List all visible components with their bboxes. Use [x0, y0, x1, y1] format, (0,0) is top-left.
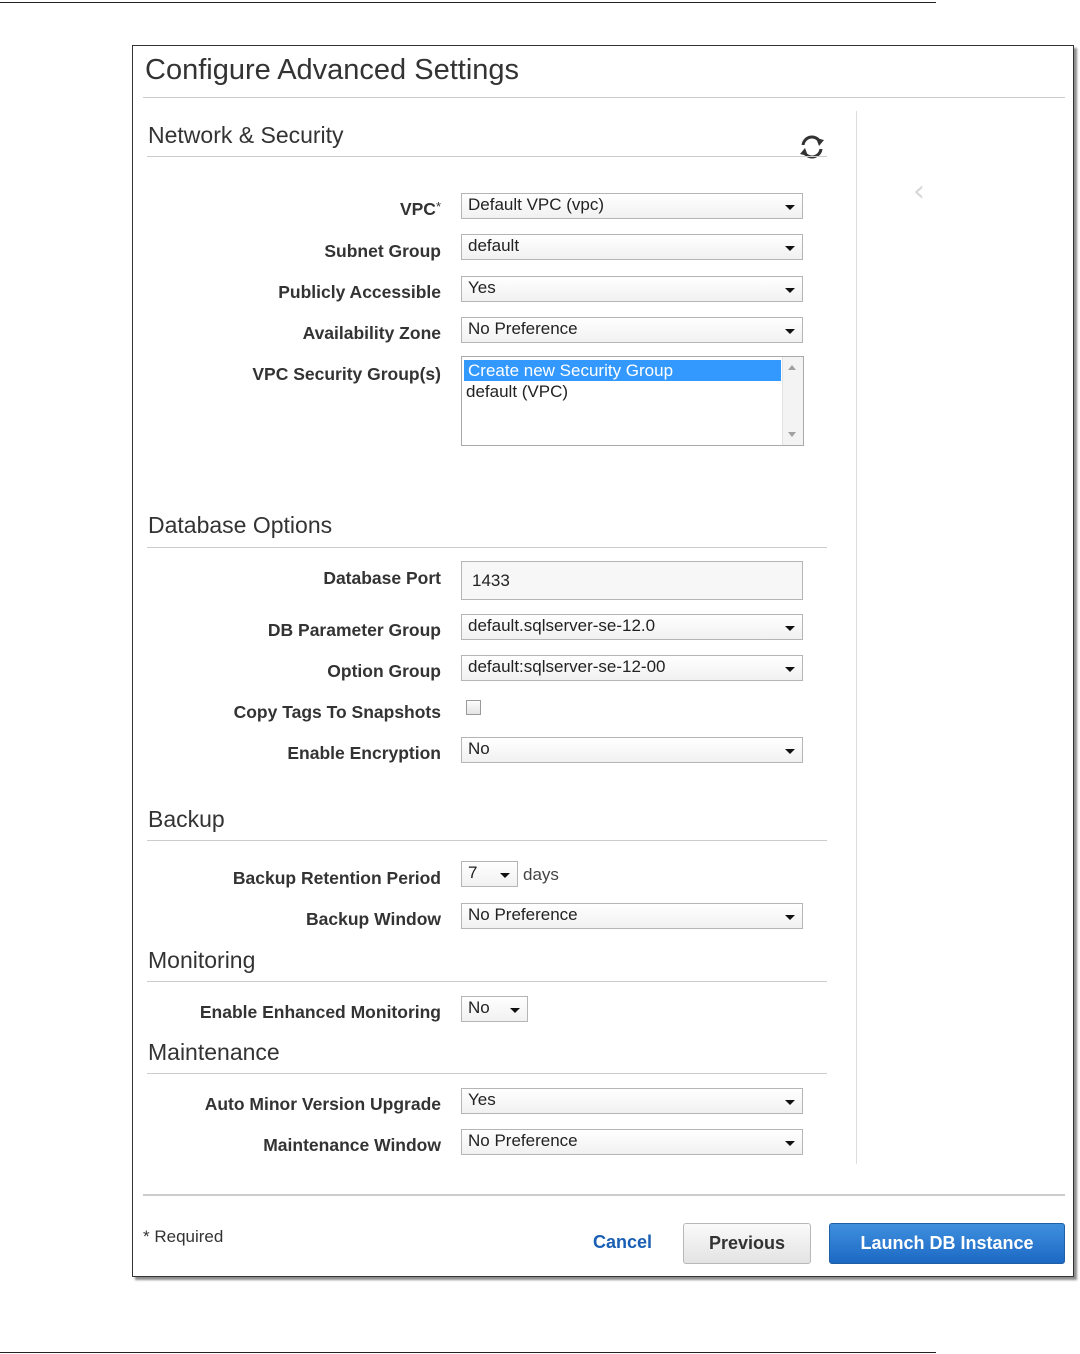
section-divider-database — [147, 547, 827, 548]
enable-encryption-select[interactable]: No — [461, 737, 803, 763]
title-divider — [143, 97, 1065, 98]
list-item-create-security-group[interactable]: Create new Security Group — [464, 360, 781, 381]
backup-retention-label: Backup Retention Period — [232, 868, 441, 888]
backup-retention-select[interactable]: 7 — [461, 861, 518, 887]
document-top-rule — [0, 2, 936, 3]
enable-encryption-label: Enable Encryption — [287, 743, 441, 763]
listbox-scrollbar[interactable] — [782, 357, 803, 445]
maintenance-window-select[interactable]: No Preference — [461, 1129, 803, 1155]
chevron-down-icon — [785, 749, 795, 754]
subnet-group-select[interactable]: default — [461, 234, 803, 260]
chevron-down-icon — [785, 915, 795, 920]
copy-tags-label: Copy Tags To Snapshots — [233, 702, 441, 722]
database-port-input[interactable]: 1433 — [461, 561, 803, 600]
chevron-down-icon — [510, 1008, 520, 1013]
auto-minor-upgrade-select[interactable]: Yes — [461, 1088, 803, 1114]
footer-divider — [143, 1194, 1065, 1196]
chevron-down-icon — [500, 873, 510, 878]
vpc-label: VPC* — [399, 199, 441, 219]
availability-zone-label: Availability Zone — [302, 323, 441, 343]
chevron-down-icon — [785, 1100, 795, 1105]
copy-tags-checkbox[interactable] — [466, 700, 481, 715]
availability-zone-select[interactable]: No Preference — [461, 317, 803, 343]
vpc-select[interactable]: Default VPC (vpc) — [461, 193, 803, 219]
security-groups-listbox[interactable] — [461, 356, 804, 446]
section-divider-maintenance — [147, 1073, 827, 1074]
previous-button[interactable]: Previous — [683, 1223, 811, 1264]
section-title-database-options: Database Options — [148, 512, 333, 538]
subnet-group-label: Subnet Group — [324, 241, 441, 261]
section-divider-monitoring — [147, 981, 827, 982]
backup-window-label: Backup Window — [306, 909, 441, 929]
backup-retention-unit: days — [523, 865, 559, 884]
auto-minor-upgrade-label: Auto Minor Version Upgrade — [204, 1094, 441, 1114]
db-parameter-group-label: DB Parameter Group — [267, 620, 441, 640]
section-title-backup: Backup — [148, 806, 225, 832]
section-title-maintenance: Maintenance — [148, 1039, 280, 1065]
launch-db-instance-button[interactable]: Launch DB Instance — [829, 1223, 1065, 1264]
section-divider-backup — [147, 840, 827, 841]
option-group-label: Option Group — [327, 661, 441, 681]
advanced-settings-panel — [132, 45, 1074, 1277]
enhanced-monitoring-select[interactable]: No — [461, 996, 528, 1022]
section-title-monitoring: Monitoring — [148, 947, 256, 973]
chevron-down-icon — [785, 288, 795, 293]
required-marker: * — [435, 199, 441, 214]
chevron-down-icon — [785, 667, 795, 672]
maintenance-window-label: Maintenance Window — [263, 1135, 441, 1155]
chevron-down-icon — [785, 246, 795, 251]
option-group-select[interactable]: default:sqlserver-se-12-00 — [461, 655, 803, 681]
scroll-up-icon[interactable] — [788, 365, 796, 370]
publicly-accessible-label: Publicly Accessible — [278, 282, 441, 302]
section-title-network-security: Network & Security — [148, 122, 344, 148]
cancel-button[interactable]: Cancel — [593, 1232, 653, 1252]
db-parameter-group-select[interactable]: default.sqlserver-se-12.0 — [461, 614, 803, 640]
chevron-down-icon — [785, 205, 795, 210]
scroll-down-icon[interactable] — [788, 432, 796, 437]
required-note: * Required — [143, 1227, 224, 1246]
refresh-icon[interactable] — [797, 132, 827, 162]
chevron-down-icon — [785, 1141, 795, 1146]
backup-window-select[interactable]: No Preference — [461, 903, 803, 929]
section-divider-network — [147, 156, 827, 157]
list-item-default-vpc[interactable]: default (VPC) — [466, 382, 569, 401]
chevron-left-icon[interactable]: ‹ — [913, 174, 925, 209]
page-title: Configure Advanced Settings — [145, 54, 520, 86]
database-port-label: Database Port — [323, 568, 441, 588]
sidebar-divider — [856, 111, 857, 1164]
security-groups-label: VPC Security Group(s) — [252, 364, 441, 384]
document-bottom-rule — [0, 1352, 936, 1353]
enhanced-monitoring-label: Enable Enhanced Monitoring — [199, 1002, 441, 1022]
chevron-down-icon — [785, 329, 795, 334]
chevron-down-icon — [785, 626, 795, 631]
publicly-accessible-select[interactable]: Yes — [461, 276, 803, 302]
